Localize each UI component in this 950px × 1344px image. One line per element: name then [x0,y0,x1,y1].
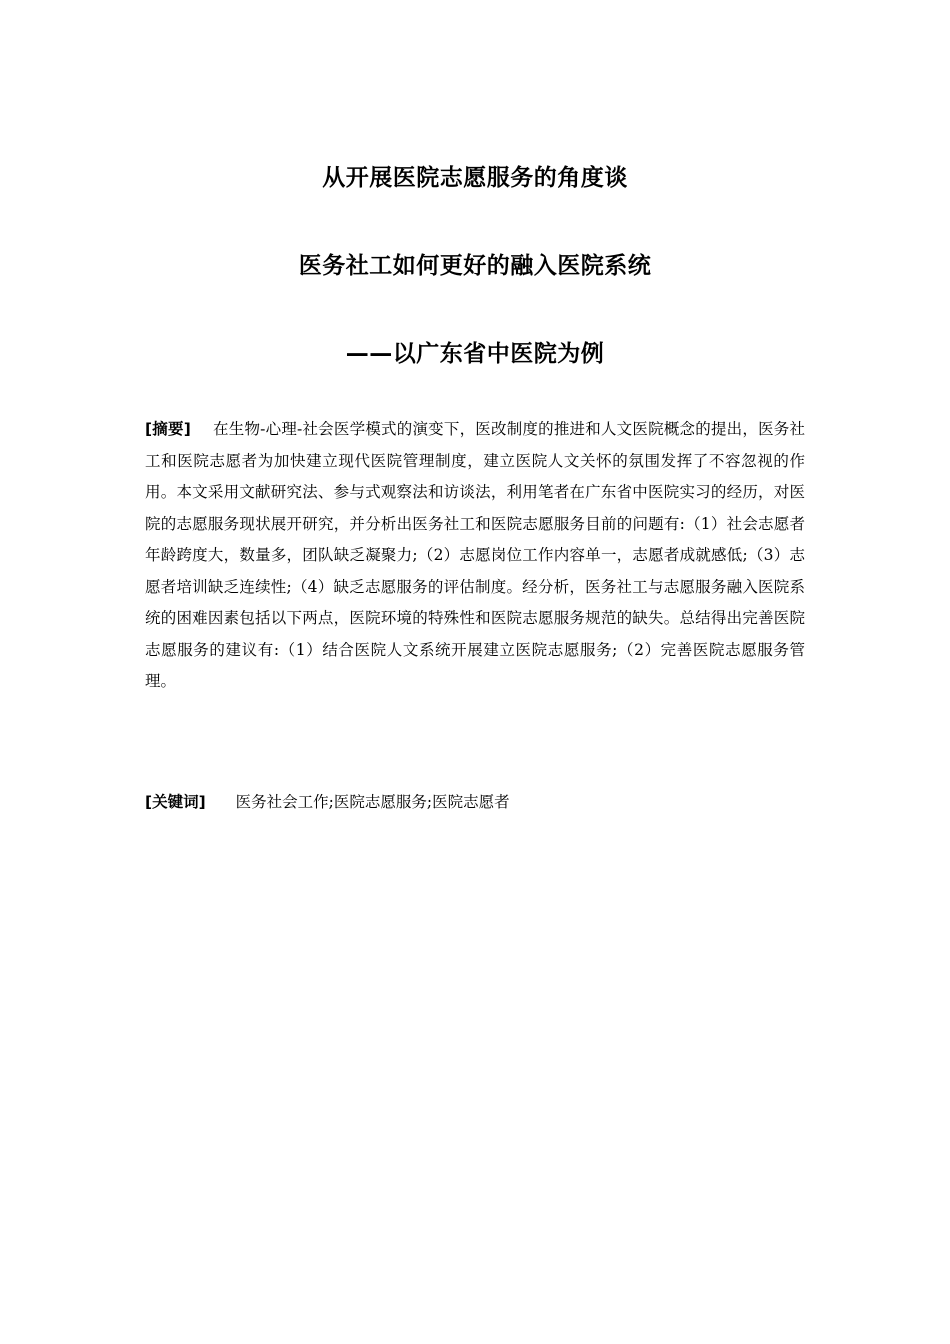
paper-title-line-1: 从开展医院志愿服务的角度谈 [322,165,628,191]
keywords-label: [关键词] [145,793,206,811]
abstract-text: 在生物-心理-社会医学模式的演变下，医改制度的推进和人文医院概念的提出，医务社工和医院志愿者为加快建立现代医院管理制度，建立医院人文关怀的氛围发挥了不容忽视的作用。本文采用文献研究法、参与式观察法和访谈法，利用笔者在广东省中医院实习的经历，对医院的志愿服务现状展开研究，并分析出医务社工和医院志愿服务目前的问题有:（1）社会志愿者年龄跨度大，数量多，团队缺乏凝聚力;（2）志愿岗位工作内容单一，志愿者成就感低;（3）志愿者培训缺乏连续性;（4）缺乏志愿服务的评估制度。经分析，医务社工与志愿服务融入医院系统的困难因素包括以下两点，医院环境的特殊性和医院志愿服务规范的缺失。总结得出完善医院志愿服务的建议有:（1）结合医院人文系统开展建立医院志愿服务;（2）完善医院志愿服务管理。 [145,420,806,690]
paper-subtitle: ——以广东省中医院为例 [345,341,605,367]
abstract-paragraph [145,414,805,698]
paper-title-line-2: 医务社工如何更好的融入医院系统 [298,253,652,279]
keywords-line [145,787,805,818]
keywords-text: 医务社会工作;医院志愿服务;医院志愿者 [235,793,510,811]
abstract-label: [摘要] [145,420,191,438]
